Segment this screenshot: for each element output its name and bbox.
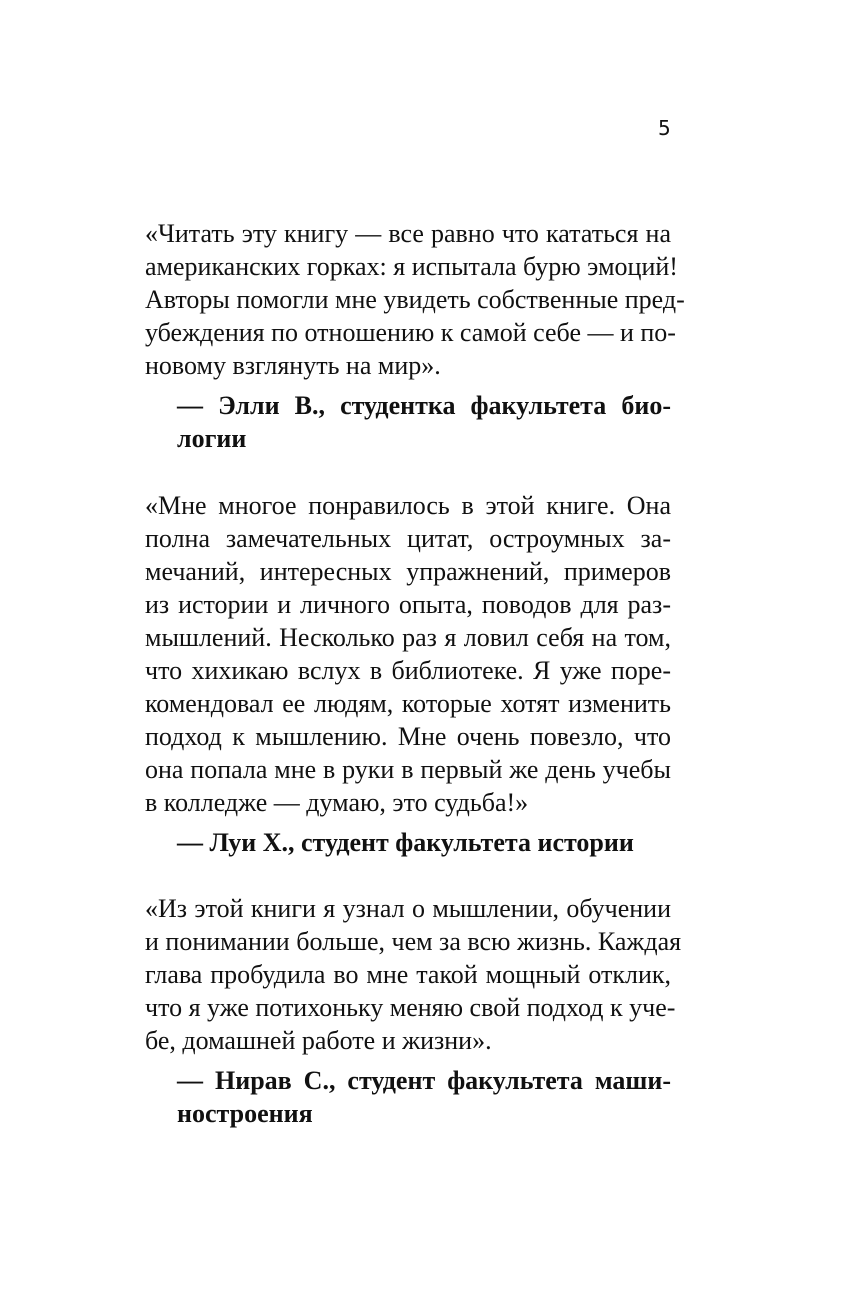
quote-line: мышлений. Несколько раз я ловил себя на том, bbox=[145, 623, 671, 652]
attribution: — Нирав С., студент факультета маши- bbox=[177, 1066, 671, 1095]
quote-line: глава пробудила во мне такой мощный отклик, bbox=[145, 960, 671, 989]
quote-line: Авторы помогли мне увидеть собственные пред- bbox=[145, 285, 685, 314]
quote-line: новому взглянуть на мир». bbox=[145, 351, 441, 380]
quote-line: мечаний, интересных упражнений, примеров bbox=[145, 557, 671, 586]
quote-line: американских горках: я испытала бурю эмоций! bbox=[145, 252, 678, 281]
page-number: 5 bbox=[658, 116, 671, 140]
attribution: — Элли В., студентка факультета био- bbox=[177, 391, 671, 420]
quote-line: комендовал ее людям, которые хотят изменить bbox=[145, 689, 671, 718]
quote-line: подход к мышлению. Мне очень повезло, что bbox=[145, 722, 671, 751]
quote-line: и понимании больше, чем за всю жизнь. Каждая bbox=[145, 927, 682, 956]
quote-line: она попала мне в руки в первый же день учебы bbox=[145, 755, 671, 784]
attribution: — Луи Х., студент факультета истории bbox=[177, 828, 634, 857]
quote-line: «Из этой книги я узнал о мышлении, обучении bbox=[145, 894, 671, 923]
quote-line: «Мне многое понравилось в этой книге. Она bbox=[145, 491, 671, 520]
quote-line: убеждения по отношению к самой себе — и по- bbox=[145, 318, 676, 347]
quote-line: полна замечательных цитат, остроумных за- bbox=[145, 524, 671, 553]
quote-line: из истории и личного опыта, поводов для раз- bbox=[145, 590, 671, 619]
quote-line: бе, домашней работе и жизни». bbox=[145, 1026, 492, 1055]
attribution: логии bbox=[177, 424, 247, 453]
attribution: ностроения bbox=[177, 1099, 313, 1128]
quote-line: в колледже — думаю, это судьба!» bbox=[145, 788, 529, 817]
quote-line: «Читать эту книгу — все равно что кататься на bbox=[145, 219, 671, 248]
quote-line: что я уже потихоньку меняю свой подход к уче- bbox=[145, 993, 676, 1022]
quote-line: что хихикаю вслух в библиотеке. Я уже поре- bbox=[145, 656, 671, 685]
